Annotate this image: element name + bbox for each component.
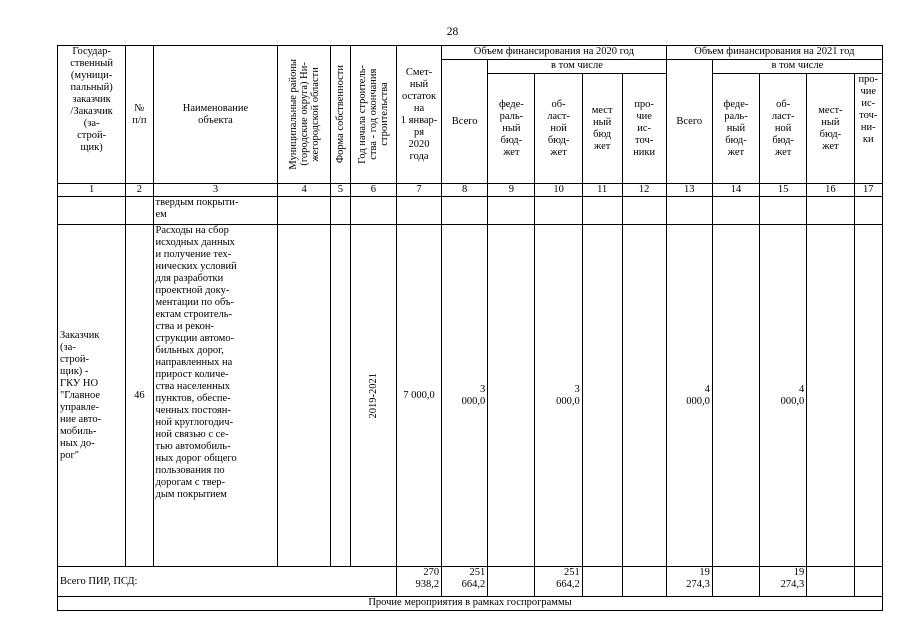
header-total-2021: Всего (666, 60, 712, 184)
cell (712, 567, 759, 597)
cell (535, 197, 582, 225)
local-2020-cell (582, 225, 622, 567)
header-fin-2021: Объем финансирования на 2021 год (666, 46, 882, 60)
cell (330, 197, 350, 225)
cell (582, 197, 622, 225)
header-other-2021: про- чие ис- точ- ни- ки (854, 74, 883, 184)
ownership-cell (330, 225, 350, 567)
column-number: 14 (712, 184, 759, 197)
cell (396, 197, 441, 225)
districts-cell (278, 225, 330, 567)
cell (442, 197, 488, 225)
federal-2021-cell (712, 225, 759, 567)
cell (760, 197, 807, 225)
total-2021-cell: 4 000,0 (666, 225, 712, 567)
column-number: 17 (854, 184, 883, 197)
totals-label: Всего ПИР, ПСД: (58, 567, 397, 597)
header-ownership: Форма собственности (334, 65, 346, 164)
column-number: 1 (58, 184, 126, 197)
federal-2020-cell (488, 225, 535, 567)
header-regional-2021: об- ласт- ной бюд- жет (760, 74, 807, 184)
column-number: 7 (396, 184, 441, 197)
cell (350, 197, 396, 225)
cell (488, 197, 535, 225)
regional-2020-cell: 3 000,0 (535, 225, 582, 567)
header-regional-2020: об- ласт- ной бюд- жет (535, 74, 582, 184)
cell (807, 197, 854, 225)
header-customer: Государ- ственный (муници- пальный) заказчик /Заказчик (за- строй- щик) (58, 46, 126, 184)
table-row (58, 197, 883, 225)
column-number: 2 (126, 184, 153, 197)
cell (58, 197, 126, 225)
header-local-2021: мест- ный бюд- жет (807, 74, 854, 184)
cell (854, 567, 883, 597)
years-value: 2019-2021 (367, 372, 379, 419)
object-name-cell: твердым покрыти- ем (153, 197, 278, 225)
column-number: 9 (488, 184, 535, 197)
header-fin-2020: Объем финансирования на 2020 год (442, 46, 667, 60)
header-incl-2020: в том числе (488, 60, 666, 74)
totals-regional-2021-cell: 19 274,3 (760, 567, 807, 597)
section-label: Прочие мероприятия в рамках госпрограммы (58, 597, 883, 611)
cell (278, 197, 330, 225)
column-number: 11 (582, 184, 622, 197)
header-ownership-cell (330, 46, 350, 184)
cell (622, 197, 666, 225)
totals-row (58, 567, 883, 597)
customer-cell: Заказчик (за- строй- щик) - ГКУ НО "Главное управле- ние авто- мобиль- ных до- рог" (58, 225, 126, 567)
header-years: Год начала строитель- ства - год окончания строительства (356, 65, 390, 164)
column-number: 10 (535, 184, 582, 197)
header-object-name: Наименование объекта (153, 46, 278, 184)
financing-table (57, 45, 883, 611)
table-row (58, 225, 883, 567)
header-federal-2021: феде- раль- ный бюд- жет (712, 74, 759, 184)
header-estimate: Смет- ный остаток на 1 январ- ря 2020 года (396, 46, 441, 184)
section-row (58, 597, 883, 611)
cell (126, 197, 153, 225)
cell (582, 567, 622, 597)
column-number: 15 (760, 184, 807, 197)
cell (666, 197, 712, 225)
other-2020-cell (622, 225, 666, 567)
local-2021-cell (807, 225, 854, 567)
totals-total-2020-cell: 251 664,2 (442, 567, 488, 597)
header-local-2020: мест ный бюд жет (582, 74, 622, 184)
row-number-cell: 46 (126, 225, 153, 567)
other-2021-cell (854, 225, 883, 567)
header-districts: Муниципальные районы (городские округа) Ни- жегородской области (287, 59, 321, 170)
cell (854, 197, 883, 225)
column-number-row (58, 184, 883, 197)
totals-regional-2020-cell: 251 664,2 (535, 567, 582, 597)
years-cell (350, 225, 396, 567)
column-number: 13 (666, 184, 712, 197)
header-other-2020: про- чие ис- точ- ники (622, 74, 666, 184)
cell (807, 567, 854, 597)
header-incl-2021: в том числе (712, 60, 882, 74)
page-number: 28 (446, 26, 459, 38)
column-number: 4 (278, 184, 330, 197)
header-row (58, 46, 883, 60)
cell (712, 197, 759, 225)
header-num: № п/п (126, 46, 153, 184)
object-name-cell: Расходы на сбор исходных данных и получение тех- нических условий для разработки проектной доку- ментации по объ- ектам строитель- ства и рекон- струкции автомо- бильных дорог, направленных на прирост количе- ства населенных пунктов, обеспе- ченных постоян- ной круглогодич- ной связью с се- тью автомобиль- ных дорог общего пользования по дорогам с твер- дым покрытием (153, 225, 278, 567)
total-2020-cell: 3 000,0 (442, 225, 488, 567)
cell (488, 567, 535, 597)
column-number: 8 (442, 184, 488, 197)
totals-estimate-cell: 270 938,2 (396, 567, 441, 597)
cell (622, 567, 666, 597)
column-number: 12 (622, 184, 666, 197)
column-number: 5 (330, 184, 350, 197)
header-districts-cell (278, 46, 330, 184)
header-total-2020: Всего (442, 60, 488, 184)
estimate-cell: 7 000,0 (396, 225, 441, 567)
column-number: 6 (350, 184, 396, 197)
column-number: 16 (807, 184, 854, 197)
header-federal-2020: феде- раль- ный бюд- жет (488, 74, 535, 184)
totals-total-2021-cell: 19 274,3 (666, 567, 712, 597)
regional-2021-cell: 4 000,0 (760, 225, 807, 567)
header-years-cell (350, 46, 396, 184)
column-number: 3 (153, 184, 278, 197)
